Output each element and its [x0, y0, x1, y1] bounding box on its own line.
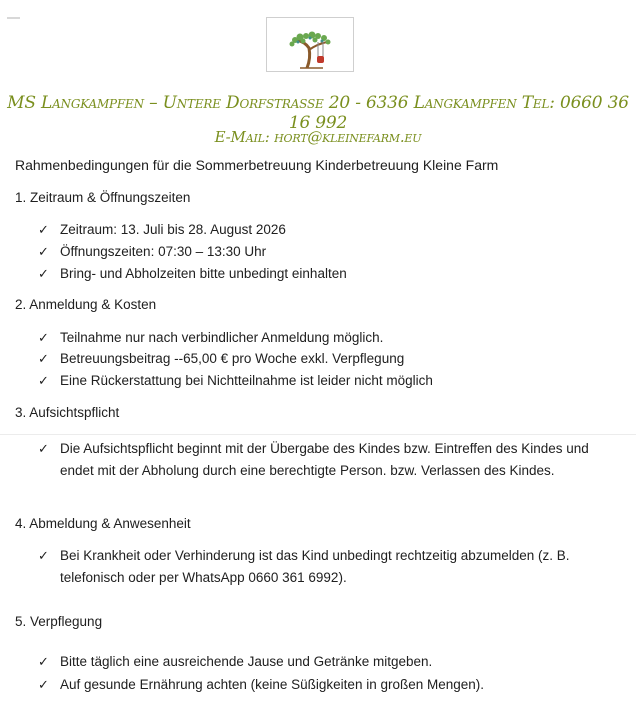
section-heading: 3. Aufsichtspflicht	[15, 405, 120, 420]
section-heading: 2. Anmeldung & Kosten	[15, 297, 157, 312]
checkmark-icon: ✓	[38, 373, 49, 388]
document-title: Rahmenbedingungen für die Sommerbetreuung Kinderbetreuung Kleine Farm	[15, 157, 499, 173]
checkmark-icon: ✓	[38, 677, 49, 692]
tree-with-swing-logo-icon	[267, 18, 355, 73]
decorative-dash	[7, 17, 20, 19]
checkmark-icon: ✓	[38, 548, 49, 563]
contact-address-line: MS Langkampfen – Untere Dorfstrasse 20 - 6336 Langkampfen Tel: 0660 36 16 992	[7, 93, 629, 133]
logo	[266, 17, 354, 72]
section-heading: 4. Abmeldung & Anwesenheit	[15, 516, 191, 531]
checkmark-icon: ✓	[38, 266, 49, 281]
checkmark-icon: ✓	[38, 654, 49, 669]
section-heading: 1. Zeitraum & Öffnungszeiten	[15, 190, 191, 205]
section-heading: 5. Verpflegung	[15, 614, 103, 629]
checkmark-icon: ✓	[38, 222, 49, 237]
checkmark-icon: ✓	[38, 441, 49, 456]
divider	[0, 434, 636, 435]
contact-email-line: E-Mail: hort@kleinefarm.eu	[214, 128, 422, 146]
checkmark-icon: ✓	[38, 351, 49, 366]
checkmark-icon: ✓	[38, 244, 49, 259]
checkmark-icon: ✓	[38, 330, 49, 345]
